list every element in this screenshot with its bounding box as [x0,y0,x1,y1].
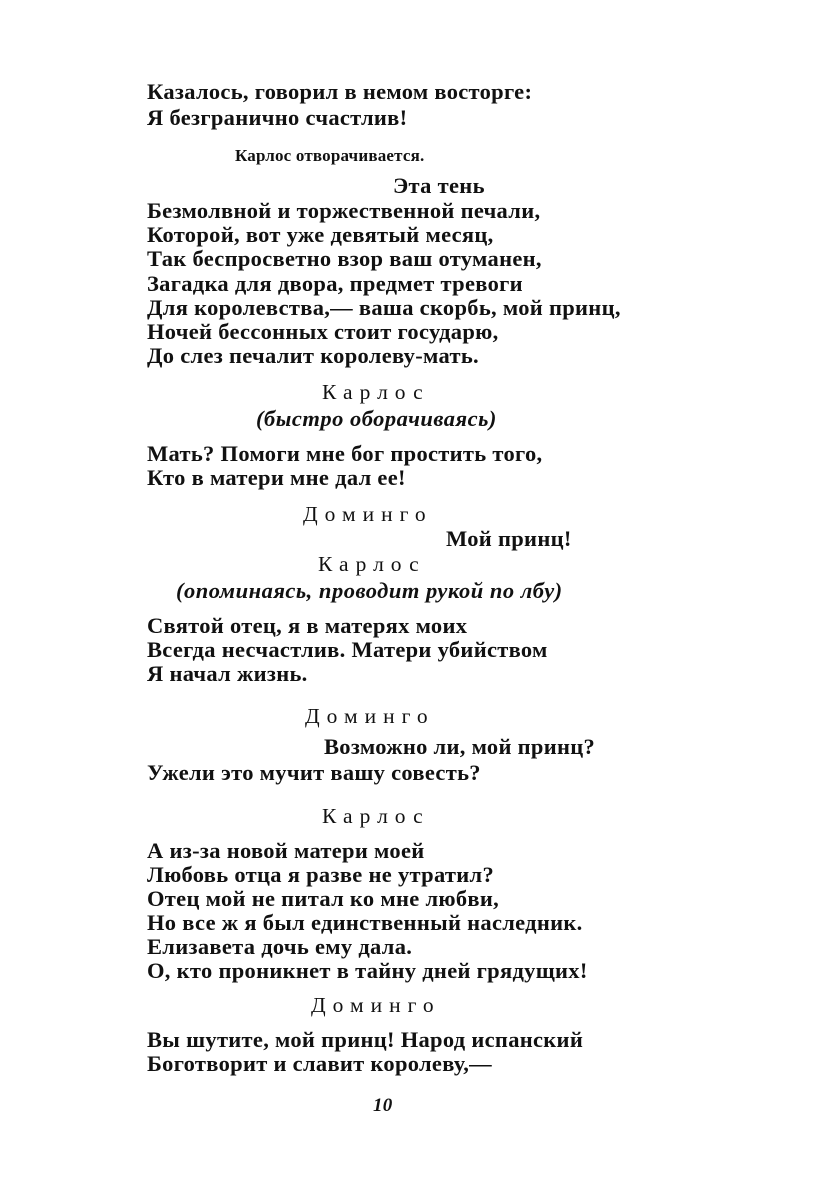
speaker-name: Доминго [303,502,433,526]
speaker-name: Доминго [305,704,435,728]
verse-line: О, кто проникнет в тайну дней грядущих! [147,958,588,983]
verse-line: Вы шутите, мой принц! Народ испанский [147,1027,584,1052]
verse-line: Мой принц! [446,526,572,551]
verse-line: Ужели это мучит вашу совесть? [147,760,481,785]
verse-line: Я безгранично счастлив! [147,105,408,130]
verse-line: Всегда несчастлив. Матери убийством [147,637,548,662]
verse-line: Возможно ли, мой принц? [324,734,596,759]
speaker-name: Карлос [322,380,430,404]
verse-line: Казалось, говорил в немом восторге: [147,79,533,104]
verse-line: Для королевства,— ваша скорбь, мой принц, [147,295,621,320]
verse-line: Елизавета дочь ему дала. [147,934,413,959]
speaker-name: Карлос [318,552,426,576]
verse-line: Эта тень [393,173,485,198]
verse-line: Я начал жизнь. [147,661,308,686]
verse-line: Ночей бессонных стоит государю, [147,319,499,344]
stage-direction: Карлос отворачивается. [235,146,425,165]
verse-line: Кто в матери мне дал ее! [147,465,406,490]
verse-line: Загадка для двора, предмет тревоги [147,271,523,296]
verse-line: Которой, вот уже девятый месяц, [147,222,494,247]
verse-line: Так беспросветно взор ваш отуманен, [147,246,542,271]
stage-direction: (опоминаясь, проводит рукой по лбу) [176,578,563,603]
verse-line: Отец мой не питал ко мне любви, [147,886,500,911]
verse-line: Безмолвной и торжественной печали, [147,198,541,223]
verse-line: Святой отец, я в матерях моих [147,613,468,638]
verse-line: Мать? Помоги мне бог простить того, [147,441,543,466]
speaker-name: Карлос [322,804,430,828]
stage-direction: (быстро оборачиваясь) [256,406,497,431]
verse-line: Но все ж я был единственный наследник. [147,910,583,935]
verse-line: Боготворит и славит королеву,— [147,1051,492,1076]
verse-line: Любовь отца я разве не утратил? [147,862,495,887]
verse-line: До слез печалит королеву-мать. [147,343,479,368]
page-number: 10 [373,1095,393,1116]
verse-line: А из-за новой матери моей [147,838,425,863]
speaker-name: Доминго [311,993,441,1017]
